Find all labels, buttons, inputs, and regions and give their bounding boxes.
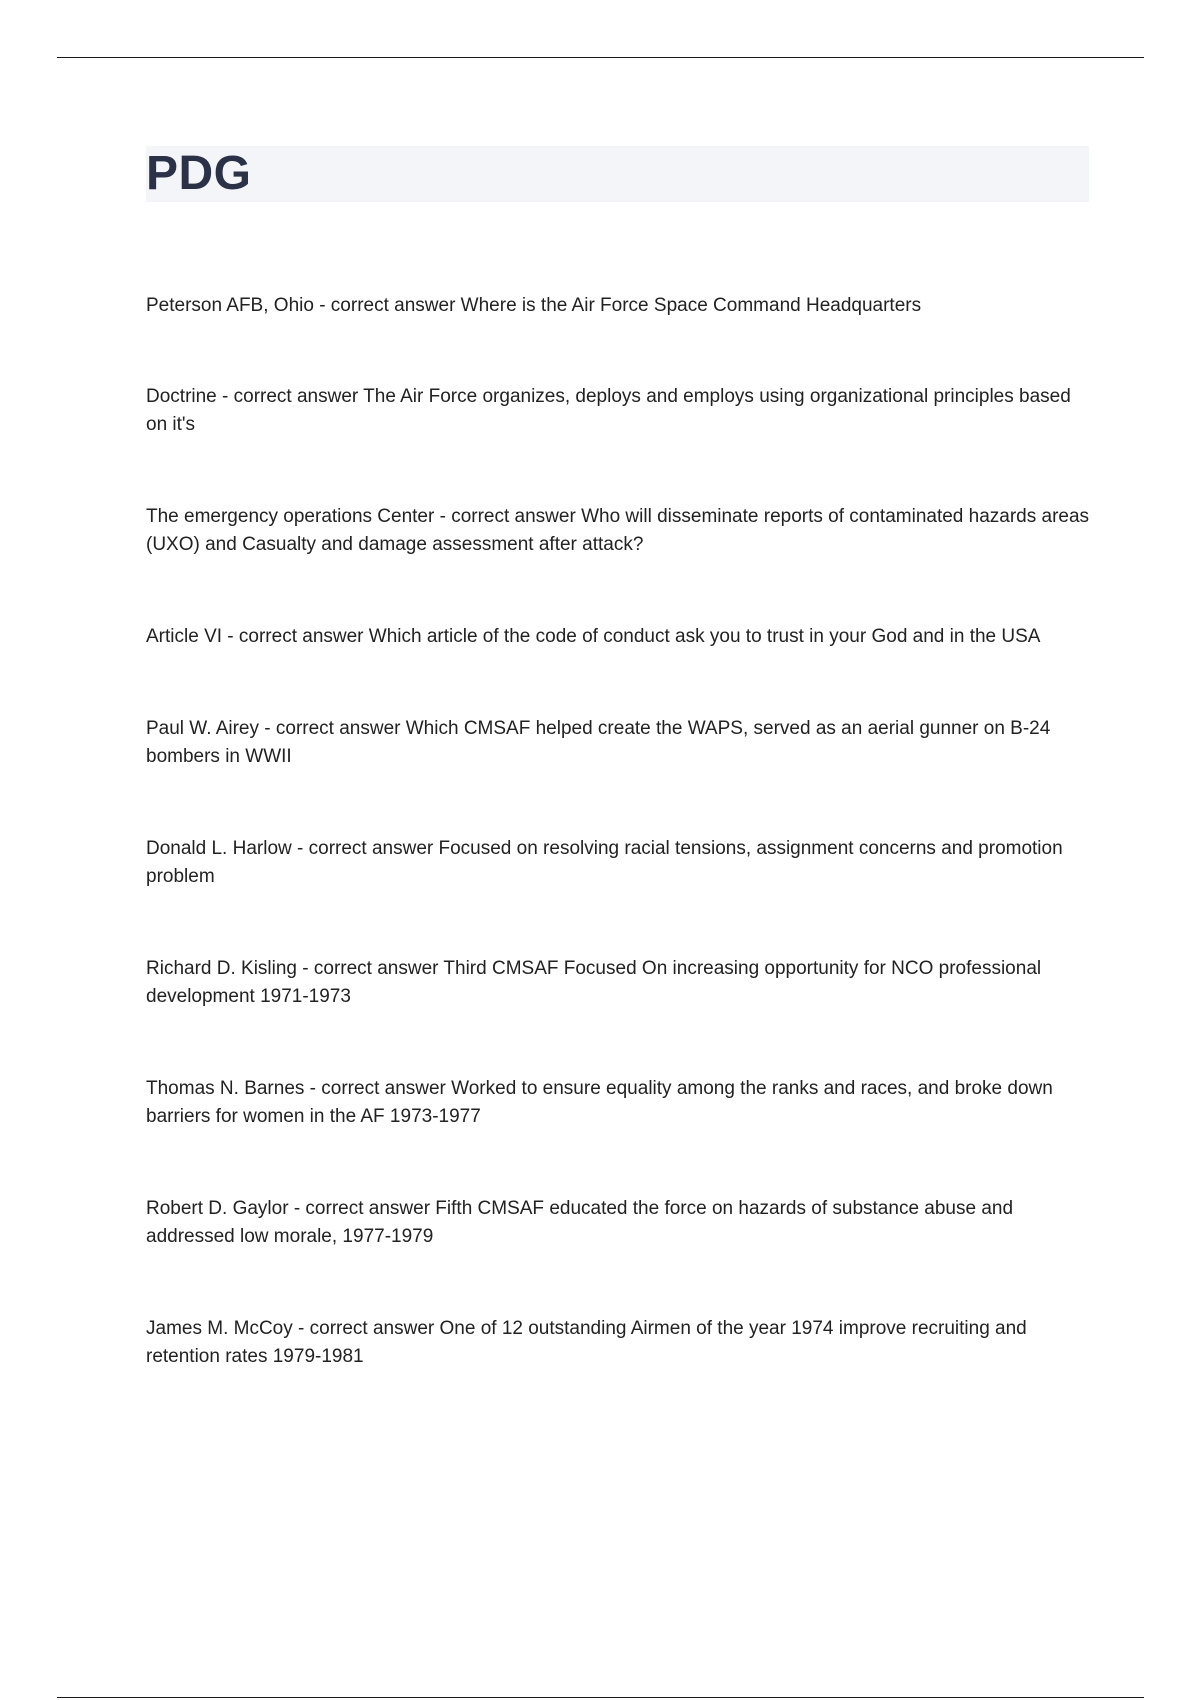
qa-item: James M. McCoy - correct answer One of 12 outstanding Airmen of the year 1974 improve recruiting and retention rates 1979-1981: [146, 1318, 1027, 1367]
qa-item: Peterson AFB, Ohio - correct answer Where is the Air Force Space Command Headquarters: [146, 295, 922, 316]
qa-list: [146, 292, 1096, 1435]
qa-item: Doctrine - correct answer The Air Force organizes, deploys and employs using organizational principles based on it's: [146, 386, 1071, 435]
qa-item: Thomas N. Barnes - correct answer Worked to ensure equality among the ranks and races, and broke down barriers for women in the AF 1973-1977: [146, 1078, 1053, 1127]
qa-item: Robert D. Gaylor - correct answer Fifth CMSAF educated the force on hazards of substance abuse and addressed low morale, 1977-1979: [146, 1198, 1014, 1247]
qa-item: The emergency operations Center - correct answer Who will disseminate reports of contaminated hazards areas (UXO) and Casualty and damage assessment after attack?: [146, 506, 1090, 555]
qa-item: Donald L. Harlow - correct answer Focused on resolving racial tensions, assignment concerns and promotion problem: [146, 838, 1063, 887]
qa-item: Paul W. Airey - correct answer Which CMSAF helped create the WAPS, served as an aerial gunner on B-24 bombers in WWII: [146, 718, 1051, 767]
top-rule: [57, 57, 1144, 58]
bottom-rule: [57, 1697, 1144, 1698]
document-title: PDG: [146, 147, 252, 200]
qa-item: Richard D. Kisling - correct answer Third CMSAF Focused On increasing opportunity for NCO professional development 1971-1973: [146, 958, 1042, 1007]
title-band: [146, 146, 1089, 202]
qa-item: Article VI - correct answer Which article of the code of conduct ask you to trust in your God and in the USA: [146, 626, 1041, 647]
